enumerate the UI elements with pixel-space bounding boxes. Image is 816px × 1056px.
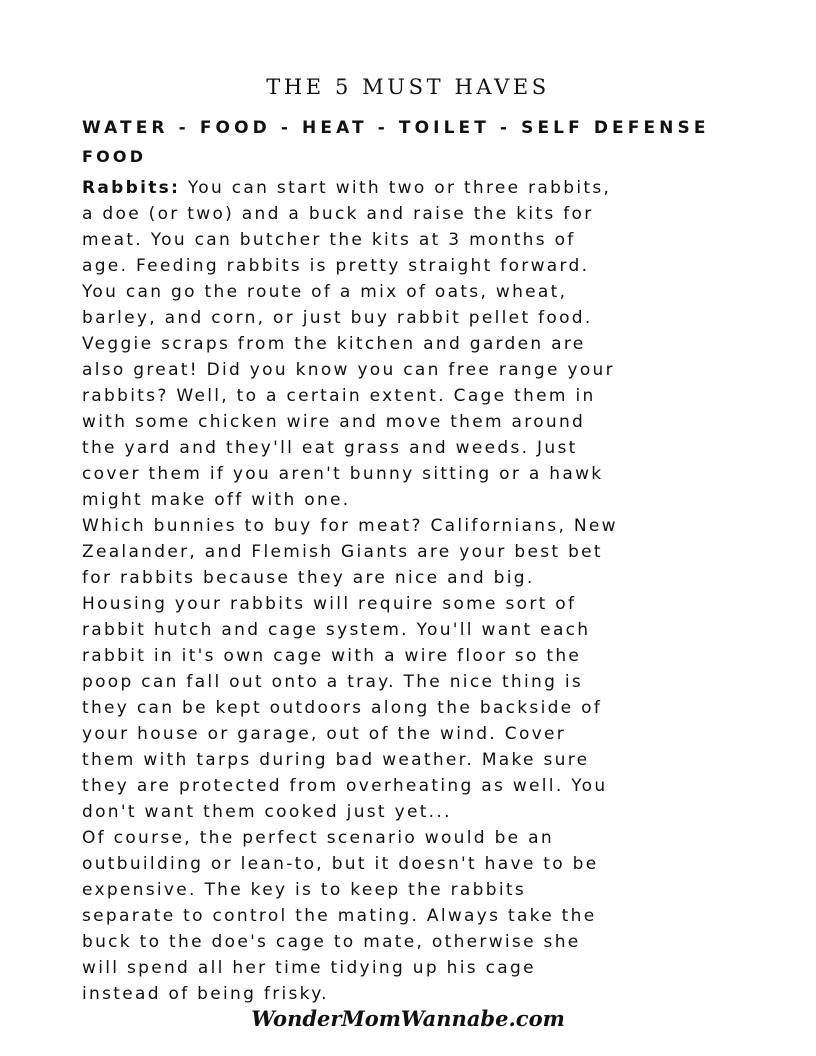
body-line: rabbit hutch and cage system. You'll want each [82,620,591,640]
footer-brand: WonderMomWannabe.com [251,1006,565,1031]
body-line: Which bunnies to buy for meat? Californians, New [82,516,618,536]
body-line: buck to the doe's cage to mate, otherwise she [82,932,581,952]
body-line: separate to control the mating. Always take the [82,906,597,926]
body-line: Housing your rabbits will require some sort of [82,594,577,614]
body-line-text: You can start with two or three rabbits, [180,178,612,198]
body-line: the yard and they'll eat grass and weeds. Just [82,438,578,458]
body-line [82,175,742,201]
must-haves-subtitle: WATER - FOOD - HEAT - TOILET - SELF DEFENSE [82,118,710,138]
body-line: for rabbits because they are nice and big. [82,568,535,588]
body-text [82,175,742,1007]
rabbits-lead-label: Rabbits: [82,178,181,198]
body-line: rabbits? Well, to a certain extent. Cage them in [82,386,596,406]
body-line: You can go the route of a mix of oats, wheat, [82,282,568,302]
body-line: age. Feeding rabbits is pretty straight forward. [82,256,590,276]
body-line: expensive. The key is to keep the rabbits [82,880,526,900]
body-line: don't want them cooked just yet... [82,802,452,822]
body-line: meat. You can butcher the kits at 3 months of [82,230,576,250]
body-line: they can be kept outdoors along the backside of [82,698,603,718]
body-line: poop can fall out onto a tray. The nice thing is [82,672,584,692]
body-line: with some chicken wire and move them around [82,412,586,432]
section-heading-food: FOOD [82,147,147,166]
body-line: them with tarps during bad weather. Make sure [82,750,590,770]
body-line: a doe (or two) and a buck and raise the kits for [82,204,594,224]
body-line: cover them if you aren't bunny sitting or a hawk [82,464,604,484]
body-line: also great! Did you know you can free range your [82,360,615,380]
body-line: Veggie scraps from the kitchen and garden are [82,334,586,354]
body-line: Zealander, and Flemish Giants are your best bet [82,542,603,562]
body-line: instead of being frisky. [82,984,329,1004]
body-line: rabbit in it's own cage with a wire floor so the [82,646,582,666]
body-line: outbuilding or lean-to, but it doesn't have to be [82,854,599,874]
body-line: might make off with one. [82,490,351,510]
body-line: will spend all her time tidying up his cage [82,958,536,978]
body-line: Of course, the perfect scenario would be an [82,828,554,848]
body-line: barley, and corn, or just buy rabbit pellet food. [82,308,593,328]
body-line: they are protected from overheating as well. You [82,776,608,796]
page-title: THE 5 MUST HAVES [266,75,550,99]
body-line: your house or garage, out of the wind. Cover [82,724,567,744]
